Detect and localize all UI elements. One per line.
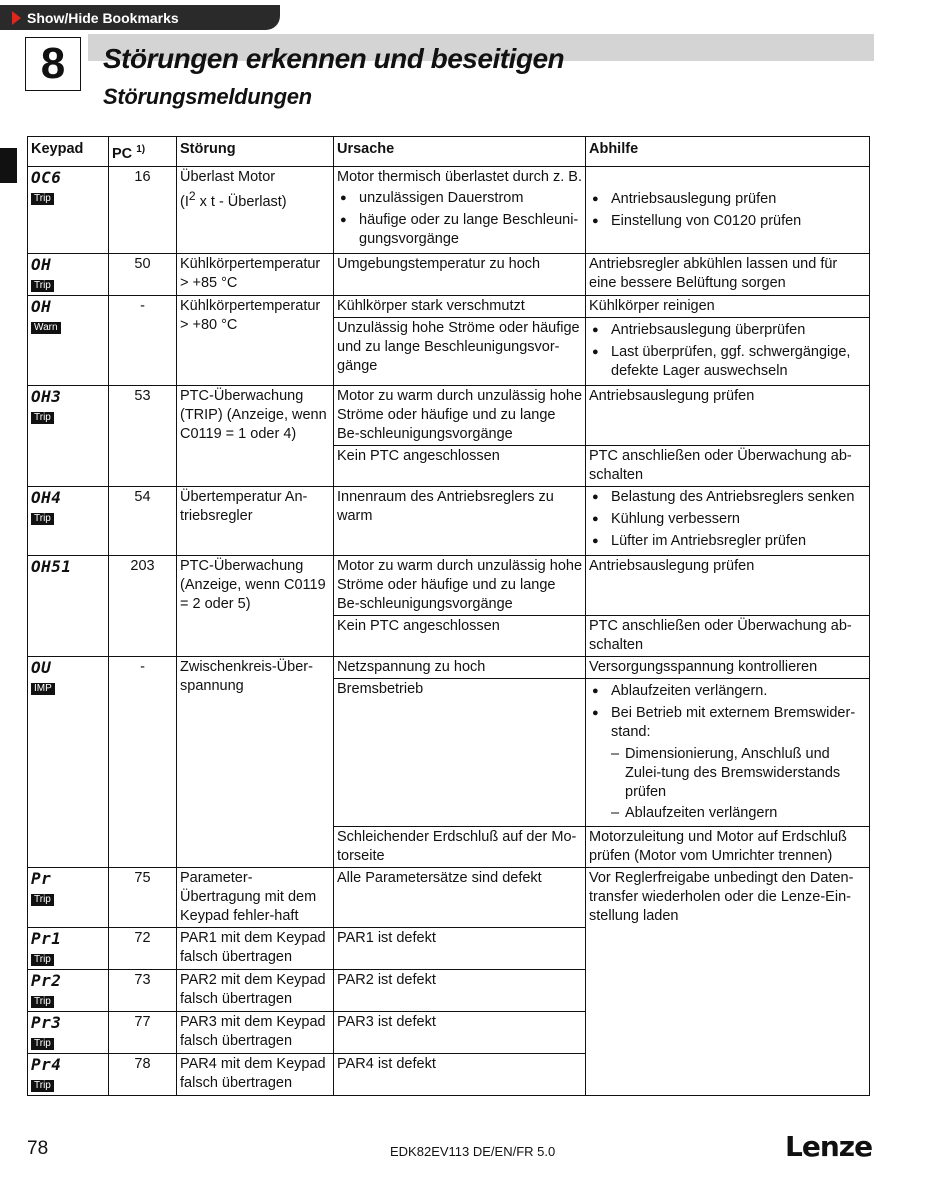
warn-badge: Warn xyxy=(31,322,61,334)
pc-number: 16 xyxy=(109,166,177,253)
table-row xyxy=(28,867,870,927)
fault-text-a: (I xyxy=(180,193,189,210)
table-row xyxy=(28,555,870,615)
keypad-cell xyxy=(28,969,109,1011)
fault-text: PAR3 mit dem Keypad falsch übertragen xyxy=(177,1011,334,1053)
table-row xyxy=(28,385,870,445)
fault-code: Pr3 xyxy=(31,1012,62,1032)
keypad-cell xyxy=(28,1011,109,1053)
page-number: 78 xyxy=(27,1138,49,1159)
fault-code: OH3 xyxy=(31,386,62,406)
keypad-cell xyxy=(28,555,109,656)
keypad-cell xyxy=(28,486,109,555)
page-title: Störungen erkennen und beseitigen xyxy=(103,43,565,74)
pc-number: 77 xyxy=(109,1011,177,1053)
cause-text: Netzspannung zu hoch xyxy=(334,656,586,678)
keypad-cell xyxy=(28,385,109,486)
cause-text: Schleichender Erdschluß auf der Mo-torseite xyxy=(334,826,586,867)
remedy-text: PTC anschließen oder Überwachung ab-schalten xyxy=(586,615,870,656)
fault-code: Pr2 xyxy=(31,970,62,990)
fault-text: PTC-Überwachung (TRIP) (Anzeige, wenn C0119 = 1 oder 4) xyxy=(177,385,334,486)
list-item: ● unzulässigen Dauerstrom xyxy=(337,189,582,208)
triangle-right-icon xyxy=(12,11,21,25)
cause-text: Kein PTC angeschlossen xyxy=(334,445,586,486)
header-pc-footnote: 1) xyxy=(136,144,146,155)
fault-code: OH xyxy=(31,254,52,274)
pc-number: - xyxy=(109,656,177,867)
header-pc xyxy=(109,137,177,167)
trip-badge: Trip xyxy=(31,513,54,525)
cause-text: Bremsbetrieb xyxy=(334,678,586,826)
keypad-cell xyxy=(28,166,109,253)
remedy-cell xyxy=(586,678,870,826)
pc-number: 72 xyxy=(109,927,177,969)
list-item: ● Einstellung von C0120 prüfen xyxy=(589,212,866,231)
cause-text: PAR4 ist defekt xyxy=(334,1053,586,1095)
cause-text: PAR3 ist defekt xyxy=(334,1011,586,1053)
fault-superscript: 2 xyxy=(188,188,196,203)
chapter-side-tab xyxy=(0,148,17,183)
pc-number: - xyxy=(109,295,177,385)
table-row xyxy=(28,295,870,317)
keypad-cell xyxy=(28,1053,109,1095)
cause-text: Motor zu warm durch unzulässig hohe Ströme oder häufige und zu lange Be-schleunigungsvorgänge xyxy=(334,385,586,445)
fault-text: Kühlkörpertemperatur > +80 °C xyxy=(177,295,334,385)
remedy-text: Versorgungsspannung kontrollieren xyxy=(586,656,870,678)
header-keypad: Keypad xyxy=(28,137,109,167)
remedy-text: Antriebsauslegung prüfen xyxy=(586,555,870,615)
show-hide-bookmarks-button[interactable] xyxy=(0,5,280,30)
bookmarks-label: Show/Hide Bookmarks xyxy=(27,9,179,26)
header-fault: Störung xyxy=(177,137,334,167)
document-id: EDK82EV113 DE/EN/FR 5.0 xyxy=(390,1144,556,1159)
trip-badge: Trip xyxy=(31,193,54,205)
keypad-cell xyxy=(28,253,109,295)
keypad-cell xyxy=(28,295,109,385)
list-item: ● Kühlung verbessern xyxy=(589,510,866,529)
fault-table xyxy=(27,136,870,1096)
trip-badge: Trip xyxy=(31,894,54,906)
remedy-text: Kühlkörper reinigen xyxy=(586,295,870,317)
pc-number: 50 xyxy=(109,253,177,295)
table-row xyxy=(28,486,870,555)
cause-text: Motor zu warm durch unzulässig hohe Ströme oder häufige und zu lange Be-schleunigungsvorgänge xyxy=(334,555,586,615)
list-item: – Dimensionierung, Anschluß und Zulei-tung des Bremswiderstands prüfen xyxy=(589,745,866,802)
table-header-row xyxy=(28,137,870,167)
remedy-cell xyxy=(586,317,870,385)
list-item: ● Lüfter im Antriebsregler prüfen xyxy=(589,532,866,551)
fault-code: Pr4 xyxy=(31,1054,62,1074)
pc-number: 78 xyxy=(109,1053,177,1095)
header-cause: Ursache xyxy=(334,137,586,167)
pc-number: 203 xyxy=(109,555,177,656)
fault-code: OC6 xyxy=(31,167,62,187)
fault-text: Übertemperatur An-triebsregler xyxy=(177,486,334,555)
remedy-text: Vor Reglerfreigabe unbedingt den Daten-transfer wiederholen oder die Lenze-Ein-stellung laden xyxy=(586,867,870,1095)
cause-text: PAR1 ist defekt xyxy=(334,927,586,969)
trip-badge: Trip xyxy=(31,412,54,424)
cause-text: Kühlkörper stark verschmutzt xyxy=(334,295,586,317)
cause-cell xyxy=(334,166,586,253)
fault-text: PTC-Überwachung (Anzeige, wenn C0119 = 2 oder 5) xyxy=(177,555,334,656)
list-item: ● Antriebsauslegung überprüfen xyxy=(589,321,866,340)
cause-text: Kein PTC angeschlossen xyxy=(334,615,586,656)
fault-text: Überlast Motor xyxy=(180,168,276,185)
keypad-cell xyxy=(28,867,109,927)
remedy-cell xyxy=(586,166,870,253)
fault-code: Pr1 xyxy=(31,928,62,948)
cause-text: PAR2 ist defekt xyxy=(334,969,586,1011)
pc-number: 53 xyxy=(109,385,177,486)
trip-badge: Trip xyxy=(31,1080,54,1092)
fault-code: OU xyxy=(31,657,52,677)
table-row xyxy=(28,253,870,295)
fault-text: Parameter-Übertragung mit dem Keypad fehler-haft xyxy=(177,867,334,927)
table-row xyxy=(28,166,870,253)
trip-badge: Trip xyxy=(31,954,54,966)
list-item: ● Ablaufzeiten verlängern. xyxy=(589,682,866,701)
fault-text: PAR1 mit dem Keypad falsch übertragen xyxy=(177,927,334,969)
page-subtitle: Störungsmeldungen xyxy=(103,84,312,109)
table-row xyxy=(28,656,870,678)
fault-code: OH51 xyxy=(31,556,72,576)
cause-text: Alle Parametersätze sind defekt xyxy=(334,867,586,927)
list-item: ● häufige oder zu lange Beschleuni-gungsvorgänge xyxy=(337,211,582,249)
pc-number: 54 xyxy=(109,486,177,555)
remedy-cell xyxy=(586,486,870,555)
remedy-text: Motorzuleitung und Motor auf Erdschluß prüfen (Motor vom Umrichter trennen) xyxy=(586,826,870,867)
imp-badge: IMP xyxy=(31,683,55,695)
pc-number: 75 xyxy=(109,867,177,927)
trip-badge: Trip xyxy=(31,1038,54,1050)
lenze-logo: Lenze xyxy=(785,1130,873,1163)
keypad-cell xyxy=(28,656,109,867)
trip-badge: Trip xyxy=(31,996,54,1008)
remedy-text: PTC anschließen oder Überwachung ab-schalten xyxy=(586,445,870,486)
cause-text: Innenraum des Antriebsreglers zu warm xyxy=(334,486,586,555)
fault-text: PAR2 mit dem Keypad falsch übertragen xyxy=(177,969,334,1011)
header-remedy: Abhilfe xyxy=(586,137,870,167)
list-item: ● Antriebsauslegung prüfen xyxy=(589,190,866,209)
fault-code: OH xyxy=(31,296,52,316)
list-item: – Ablaufzeiten verlängern xyxy=(589,804,866,823)
cause-intro: Motor thermisch überlastet durch z. B. xyxy=(337,168,582,185)
cause-text: Unzulässig hohe Ströme oder häufige und zu lange Beschleunigungsvor-gänge xyxy=(334,317,586,385)
header-pc-label: PC xyxy=(112,145,133,162)
remedy-text: Antriebsauslegung prüfen xyxy=(586,385,870,445)
fault-text: Zwischenkreis-Über-spannung xyxy=(177,656,334,867)
fault-text: Kühlkörpertemperatur > +85 °C xyxy=(177,253,334,295)
chapter-number: 8 xyxy=(25,37,81,91)
trip-badge: Trip xyxy=(31,280,54,292)
fault-code: Pr xyxy=(31,868,52,888)
list-item: ● Belastung des Antriebsreglers senken xyxy=(589,488,866,507)
fault-text: PAR4 mit dem Keypad falsch übertragen xyxy=(177,1053,334,1095)
fault-code: OH4 xyxy=(31,487,62,507)
remedy-text: Antriebsregler abkühlen lassen und für eine bessere Belüftung sorgen xyxy=(586,253,870,295)
list-item: ● Bei Betrieb mit externem Bremswider-stand: xyxy=(589,704,866,742)
cause-text: Umgebungstemperatur zu hoch xyxy=(334,253,586,295)
pc-number: 73 xyxy=(109,969,177,1011)
list-item: ● Last überprüfen, ggf. schwergängige, defekte Lager auswechseln xyxy=(589,343,866,381)
fault-text-b: x t - Überlast) xyxy=(195,193,287,210)
fault-cell xyxy=(177,166,334,253)
keypad-cell xyxy=(28,927,109,969)
